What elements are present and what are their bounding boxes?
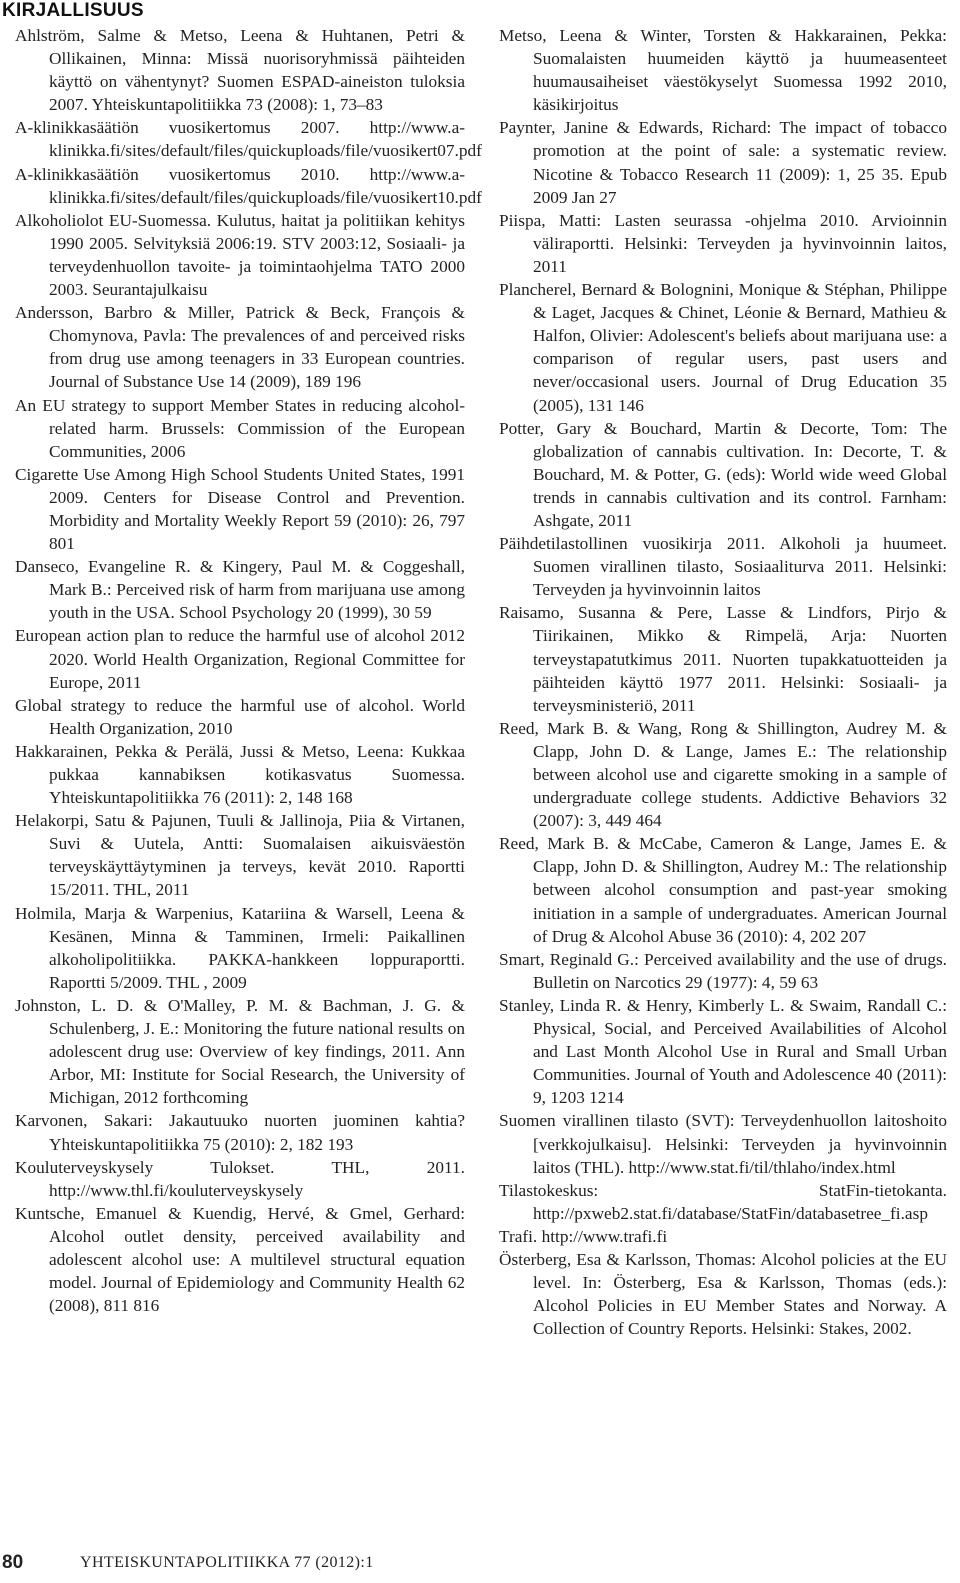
section-heading: KIRJALLISUUS <box>2 0 144 21</box>
reference-entry: Hakkarainen, Pekka & Perälä, Jussi & Metso, Leena: Kukkaa pukkaa kannabiksen kotikasvatus Suomessa. Yhteiskuntapolitiikka 76 (2011): 2, 148 168 <box>15 741 465 808</box>
reference-entry: Cigarette Use Among High School Students United States, 1991 2009. Centers for Disease Control and Prevention. Morbidity and Mortality Weekly Report 59 (2010): 26, 797 801 <box>15 464 465 554</box>
reference-entry: Danseco, Evangeline R. & Kingery, Paul M. & Coggeshall, Mark B.: Perceived risk of harm from marijuana use among youth in the USA. School Psychology 20 (1999), 30 59 <box>15 557 465 623</box>
reference-entry: Trafi. http://www.trafi.fi <box>499 1226 668 1246</box>
reference-entry: Piispa, Matti: Lasten seurassa -ohjelma 2010. Arvioinnin väliraportti. Helsinki: Terveyden ja hyvinvoinnin laitos, 2011 <box>499 210 947 276</box>
reference-entry: Raisamo, Susanna & Pere, Lasse & Lindfors, Pirjo & Tiirikainen, Mikko & Rimpelä, Arja: Nuorten terveystapatutkimus 2011. Nuorten tupakkatuotteiden ja päihteiden käyttö 1977 2011. Helsinki: Sosiaali- ja terveysministeriö, 2011 <box>499 603 947 715</box>
reference-entry: Stanley, Linda R. & Henry, Kimberly L. & Swaim, Randall C.: Physical, Social, and Perceived Availabilities of Alcohol and Last Month Alcohol Use in Rural and Small Urban Communities. Journal of Youth and Adolescence 40 (2011): 9, 1203 1214 <box>499 995 947 1108</box>
reference-entry: Paynter, Janine & Edwards, Richard: The impact of tobacco promotion at the point of sale: a systematic review. Nicotine & Tobacco Research 11 (2009): 1, 25 35. Epub 2009 Jan 27 <box>499 118 947 207</box>
reference-entry: A-klinikkasäätiön vuosikertomus 2010. http://www.a-klinikka.fi/sites/default/files/quickuploads/file/vuosikert10.pdf <box>15 164 482 207</box>
reference-entry: An EU strategy to support Member States in reducing alcohol-related harm. Brussels: Commission of the European Communities, 2006 <box>15 395 465 461</box>
reference-entry: Österberg, Esa & Karlsson, Thomas: Alcohol policies at the EU level. In: Österberg, Esa & Karlsson, Thomas (eds.): Alcohol Policies in EU Member States and Norway. A Collection of Country Reports. Helsinki: Stakes, 2002. <box>499 1249 947 1339</box>
reference-entry: Plancherel, Bernard & Bolognini, Monique & Stéphan, Philippe & Laget, Jacques & Chinet, Léonie & Bernard, Mathieu & Halfon, Olivier: Adolescent's beliefs about marijuana use: a comparison of regular users, past users and never/occasional users. Journal of Drug Education 35 (2005), 131 146 <box>499 280 947 415</box>
reference-entry: Smart, Reginald G.: Perceived availability and the use of drugs. Bulletin on Narcotics 29 (1977): 4, 59 63 <box>499 949 947 992</box>
reference-entry: A-klinikkasäätiön vuosikertomus 2007. http://www.a-klinikka.fi/sites/default/files/quickuploads/file/vuosikert07.pdf <box>15 118 482 161</box>
reference-entry: Päihdetilastollinen vuosikirja 2011. Alkoholi ja huumeet. Suomen virallinen tilasto, Sosiaaliturva 2011. Helsinki: Terveyden ja hyvinvoinnin laitos <box>499 534 947 600</box>
reference-entry: Ahlström, Salme & Metso, Leena & Huhtanen, Petri & Ollikainen, Minna: Missä nuorisoryhmissä päihteiden käyttö on vähentynyt? Suomen ESPAD-aineiston tuloksia 2007. Yhteiskuntapolitiikka 73 (2008): 1, 73–83 <box>15 26 465 115</box>
reference-entry: Johnston, L. D. & O'Malley, P. M. & Bachman, J. G. & Schulenberg, J. E.: Monitoring the future national results on adolescent drug use: Overview of key findings, 2011. Ann Arbor, MI: Institute for Social Research, the University of Michigan, 2012 forthcoming <box>15 995 465 1108</box>
reference-entry: Alkoholiolot EU-Suomessa. Kulutus, haitat ja politiikan kehitys 1990 2005. Selvityksiä 2006:19. STV 2003:12, Sosiaali- ja terveydenhuollon tavoite- ja toimintaohjelma TATO 2000 2003. Seurantajulkaisu <box>15 210 465 300</box>
reference-entry: Reed, Mark B. & Wang, Rong & Shillington, Audrey M. & Clapp, John D. & Lange, James E.: The relationship between alcohol use and cigarette smoking in a sample of undergraduate college students. Addictive Behaviors 32 (2007): 3, 449 464 <box>499 718 947 831</box>
reference-column-left <box>15 24 482 1317</box>
reference-entry: Andersson, Barbro & Miller, Patrick & Beck, François & Chomynova, Pavla: The prevalences of and perceived risks from drug use among teenagers in 33 European countries. Journal of Substance Use 14 (2009), 189 196 <box>15 303 465 392</box>
reference-entry: Tilastokeskus: StatFin-tietokanta. http://pxweb2.stat.fi/database/StatFin/databasetree_fi.asp <box>499 1180 947 1223</box>
journal-running-title: YHTEISKUNTAPOLITIIKKA 77 (2012):1 <box>80 1554 374 1571</box>
reference-entry: Holmila, Marja & Warpenius, Katariina & Warsell, Leena & Kesänen, Minna & Tamminen, Irmeli: Paikallinen alkoholipolitiikka. PAKKA-hankkeen loppuraportti. Raportti 5/2009. THL , 2009 <box>15 903 465 992</box>
reference-entry: Potter, Gary & Bouchard, Martin & Decorte, Tom: The globalization of cannabis cultivation. In: Decorte, T. & Bouchard, M. & Potter, G. (eds): World wide weed Global trends in cannabis cultivation and its control. Farnham: Ashgate, 2011 <box>499 418 947 530</box>
page-footer <box>0 1552 960 1580</box>
reference-entry: Reed, Mark B. & McCabe, Cameron & Lange, James E. & Clapp, John D. & Shillington, Audrey M.: The relationship between alcohol consumption and past-year smoking initiation in a sample of undergraduates. American Journal of Drug & Alcohol Abuse 36 (2010): 4, 202 207 <box>499 834 947 946</box>
reference-entry: Global strategy to reduce the harmful use of alcohol. World Health Organization, 2010 <box>15 695 465 738</box>
reference-entry: Metso, Leena & Winter, Torsten & Hakkarainen, Pekka: Suomalaisten huumeiden käyttö ja huumeasenteet huumausaiheiset väestökyselyt Suomessa 1992 2010, käsikirjoitus <box>499 26 947 115</box>
reference-entry: Kouluterveyskysely Tulokset. THL, 2011. http://www.thl.fi/kouluterveyskysely <box>15 1157 465 1200</box>
reference-entry: Helakorpi, Satu & Pajunen, Tuuli & Jallinoja, Piia & Virtanen, Suvi & Uutela, Antti: Suomalaisen aikuisväestön terveyskäyttäytyminen ja terveys, kevät 2010. Raportti 15/2011. THL, 2011 <box>15 811 465 900</box>
reference-entry: European action plan to reduce the harmful use of alcohol 2012 2020. World Health Organization, Regional Committee for Europe, 2011 <box>15 626 465 692</box>
reference-column-right <box>499 24 947 1340</box>
page-number: 80 <box>2 1552 24 1573</box>
reference-entry: Suomen virallinen tilasto (SVT): Terveydenhuollon laitoshoito [verkkojulkaisu]. Helsinki: Terveyden ja hyvinvoinnin laitos (THL). http://www.stat.fi/til/thlaho/index.html <box>499 1111 947 1177</box>
reference-entry: Kuntsche, Emanuel & Kuendig, Hervé, & Gmel, Gerhard: Alcohol outlet density, perceived availability and adolescent alcohol use: A multilevel structural equation model. Journal of Epidemiology and Community Health 62 (2008), 811 816 <box>15 1203 465 1316</box>
reference-entry: Karvonen, Sakari: Jakautuuko nuorten juominen kahtia? Yhteiskuntapolitiikka 75 (2010): 2, 182 193 <box>15 1111 465 1154</box>
